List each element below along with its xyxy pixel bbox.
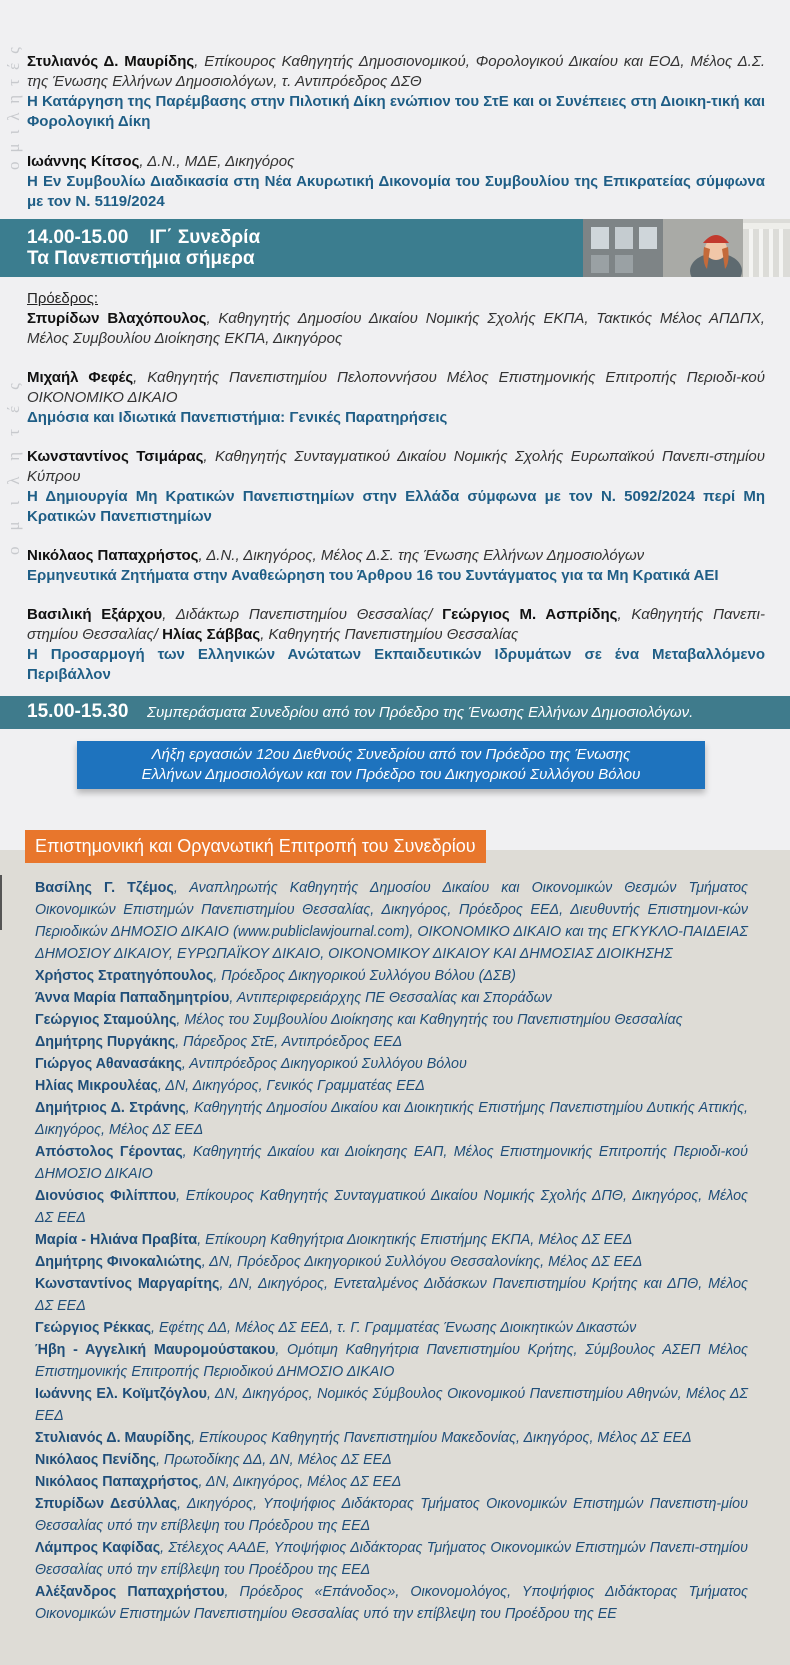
speaker-name: Ιωάννης Κίτσος <box>27 153 140 170</box>
speaker-entry <box>27 605 765 685</box>
speaker-entry <box>27 447 765 527</box>
member-affiliation: , ΔΝ, Δικηγόρος, Εντεταλμένος Διδάσκων Πανεπιστημίου Κρήτης και ΔΠΘ, Μέλος ΔΣ ΕΕΔ <box>35 1276 749 1314</box>
committee-member <box>35 877 748 965</box>
speaker-affiliation: , Καθηγητής Συνταγματικού Δικαίου Νομικής Σχολής Ευρωπαϊκού Πανεπι-στημίου Κύπρου <box>27 448 765 485</box>
committee-member <box>35 1383 748 1427</box>
member-name: Γιώργος Αθανασάκης <box>35 1056 182 1072</box>
member-affiliation: , Καθηγητής Δικαίου και Διοίκησης ΕΑΠ, Μέλος Επιστημονικής Επιτροπής Περιοδι-κού ΔΗΜΟΣΙΟ ΔΙΚΑΙΟ <box>35 1144 748 1182</box>
member-name: Δημήτρης Πυργάκης <box>35 1034 176 1050</box>
talk-title: Η Δημιουργία Μη Κρατικών Πανεπιστημίων στην Ελλάδα σύμφωνα με τον Ν. 5092/2024 περί Μη Κρατικών Πανεπιστημίων <box>27 488 765 525</box>
member-affiliation: , Αναπληρωτής Καθηγητής Δημοσίου Δικαίου και Οικονομικών Θεσμών Τμήματος Οικονομικών Επιστημών Πανεπιστημίου Θεσσαλίας, Δικηγόρος, Πρόεδρος ΕΕΔ, Διευθυντής Επιστημονι-κών Περιοδικών ΔΗΜΟΣΙΟ ΔΙΚΑΙΟ (www.publiclawjournal.com), ΟΙΚΟΝΟΜΙΚΟ ΔΙΚΑΙΟ και της ΕΓΚΥΚΛΟ-ΠΑΙΔΕΙΑΣ ΔΗΜΟΣΙΟΥ ΔΙΚΑΙΟΥ, ΕΥΡΩΠΑΪΚΟΥ ΔΙΚΑΙΟ, ΟΙΚΟΝΟΜΙΚΟΥ ΔΙΚΑΙΟΥ ΚΑΙ ΔΗΜΟΣΙΑΣ ΔΙΟΙΚΗΣΗΣ <box>35 880 748 962</box>
committee-list <box>35 877 748 1625</box>
conclusions-bar <box>0 696 790 729</box>
member-name: Διονύσιος Φιλίππου <box>35 1188 177 1204</box>
member-affiliation: , Πρωτοδίκης ΔΔ, ΔΝ, Μέλος ΔΣ ΕΕΔ <box>156 1452 392 1468</box>
member-affiliation: , Δικηγόρος, Υποψήφιος Διδάκτορας Τμήματος Οικονομικών Επιστημών Πανεπιστη-μίου Θεσσαλίας υπό την επίβλεψη του Πρόεδρου της ΕΕΔ <box>35 1496 748 1534</box>
presiding-label: Πρόεδρος: <box>27 290 99 307</box>
member-name: Λάμπρος Καφίδας <box>35 1540 161 1556</box>
committee-member <box>35 1075 748 1097</box>
member-affiliation: , Επίκουρος Καθηγητής Πανεπιστημίου Μακεδονίας, Δικηγόρος, Μέλος ΔΣ ΕΕΔ <box>191 1430 692 1446</box>
member-name: Στυλιανός Δ. Μαυρίδης <box>35 1430 192 1446</box>
speaker-name: Κωνσταντίνος Τσιμάρας <box>27 448 204 465</box>
session-header <box>0 219 790 277</box>
member-affiliation: , ΔΝ, Δικηγόρος, Μέλος ΔΣ ΕΕΔ <box>198 1474 402 1490</box>
member-name: Αλέξανδρος Παπαχρήστου <box>35 1584 225 1600</box>
member-name: Δημήτριος Δ. Στράνης <box>35 1100 186 1116</box>
speaker-affiliation: , Επίκουρος Καθηγητής Δημοσιονομικού, Φορολογικού Δικαίου και ΕΟΔ, Μέλος Δ.Σ. της Ένωσης Ελλήνων Δημοσιολόγων, τ. Αντιπρόεδρος ΔΣΘ <box>27 53 765 90</box>
conclusions-time: 15.00-15.30 <box>27 701 129 722</box>
member-name: Ηλίας Μικρουλέας <box>35 1078 158 1094</box>
member-affiliation: , Καθηγητής Δημοσίου Δικαίου και Διοικητικής Επιστήμης Πανεπιστημίου Δυτικής Αττικής, Δικηγόρος, Μέλος ΔΣ ΕΕΔ <box>35 1100 748 1138</box>
session-number: ΙΓ΄ Συνεδρία <box>149 227 261 248</box>
member-name: Κωνσταντίνος Μαργαρίτης <box>35 1276 220 1292</box>
speaker-affiliation: , Καθηγητής Πανεπιστημίου Πελοποννήσου Μέλος Επιστημονικής Επιτροπής Περιοδι-κού ΟΙΚΟΝΟΜΙΚΟ ΔΙΚΑΙΟ <box>27 369 765 406</box>
member-affiliation: , Πρόεδρος «Επάνοδος», Οικονομολόγος, Υποψήφιος Διδάκτορας Τμήματος Οικονομικών Επιστημών Πανεπιστημίου Θεσσαλίας υπό την επίβλεψη του Προέδρου της ΕΕ <box>35 1584 749 1622</box>
speaker-name: Στυλιανός Δ. Μαυρίδης <box>27 53 195 70</box>
session-header-text <box>27 227 260 269</box>
committee-member <box>35 1339 748 1383</box>
speaker-affiliation: , Δ.Ν., Δικηγόρος, Μέλος Δ.Σ. της Ένωσης Ελλήνων Δημοσιολόγων <box>198 547 645 564</box>
session-photo <box>583 219 790 277</box>
speaker-name: Ηλίας Σάββας <box>162 626 261 643</box>
session-time: 14.00-15.00 <box>27 227 129 248</box>
presiding-entry <box>27 309 765 349</box>
committee-member <box>35 1053 748 1075</box>
member-name: Χρήστος Στρατηγόπουλος <box>35 968 214 984</box>
session-panel <box>27 289 765 685</box>
committee-member <box>35 1493 748 1537</box>
divider <box>0 875 2 930</box>
closing-text: Λήξη εργασιών 12ου Διεθνούς Συνεδρίου από τον Πρόεδρο της Ένωσης Ελλήνων Δημοσιολόγων και τον Πρόεδρο του Δικηγορικού Συλλόγου Βόλου <box>141 746 641 783</box>
talk-title: Δημόσια και Ιδιωτικά Πανεπιστήμια: Γενικές Παρατηρήσεις <box>27 409 448 426</box>
top-panel <box>27 52 765 212</box>
committee-member <box>35 1317 748 1339</box>
speaker-affiliation: , Καθηγητής Δημοσίου Δικαίου Νομικής Σχολής ΕΚΠΑ, Τακτικός Μέλος ΑΠΔΠΧ, Μέλος Συμβουλίου Διοίκησης ΕΚΠΑ, Δικηγόρος <box>27 310 765 347</box>
member-name: Σπυρίδων Δεσύλλας <box>35 1496 178 1512</box>
vertical-label-top: ομιλητές <box>4 38 23 170</box>
member-affiliation: , ΔΝ, Πρόεδρος Δικηγορικού Συλλόγου Θεσσαλονίκης, Μέλος ΔΣ ΕΕΔ <box>201 1254 643 1270</box>
committee-member <box>35 1031 748 1053</box>
member-affiliation: , Στέλεχος ΑΑΔΕ, Υποψήφιος Διδάκτορας Τμήματος Οικονομικών Επιστημών Πανεπι-στημίου Θεσσαλίας υπό την επίβλεψη του Προέδρου της ΕΕΔ <box>35 1540 748 1578</box>
member-name: Δημήτρης Φινοκαλιώτης <box>35 1254 202 1270</box>
committee-title: Επιστημονική και Οργανωτική Επιτροπή του Συνεδρίου <box>25 830 486 863</box>
member-name: Νικόλαος Παπαχρήστος <box>35 1474 199 1490</box>
closing-notice <box>77 741 705 789</box>
talk-title: Ερμηνευτικά Ζητήματα στην Αναθεώρηση του Άρθρου 16 του Συντάγματος για τα Μη Κρατικά ΑΕΙ <box>27 567 719 584</box>
member-name: Απόστολος Γέροντας <box>35 1144 183 1160</box>
talk-title: Η Κατάργηση της Παρέμβασης στην Πιλοτική Δίκη ενώπιον του ΣτΕ και οι Συνέπειες στη Διοικη-τική και Φορολογική Δίκη <box>27 93 765 130</box>
university-photo-illustration <box>583 219 790 277</box>
committee-member <box>35 1229 748 1251</box>
speaker-name: Βασιλική Εξάρχου <box>27 606 163 623</box>
speaker-affiliation: , Καθηγητής Πανεπιστημίου Θεσσαλίας <box>260 626 519 643</box>
member-affiliation: , ΔΝ, Δικηγόρος, Νομικός Σύμβουλος Οικονομικού Πανεπιστημίου Αθηνών, Μέλος ΔΣ ΕΕΔ <box>35 1386 749 1424</box>
speaker-name: Σπυρίδων Βλαχόπουλος <box>27 310 207 327</box>
talk-title: Η Προσαρμογή των Ελληνικών Ανώτατων Εκπαιδευτικών Ιδρυμάτων σε ένα Μεταβαλλόμενο Περιβάλλον <box>27 646 765 683</box>
member-name: Ιωάννης Ελ. Κοϊμτζόγλου <box>35 1386 207 1402</box>
member-affiliation: , Επίκουρος Καθηγητής Συνταγματικού Δικαίου Νομικής Σχολής ΔΠΘ, Δικηγόρος, Μέλος ΔΣ ΕΕΔ <box>35 1188 748 1226</box>
conclusions-text: Συμπεράσματα Συνεδρίου από τον Πρόεδρο της Ένωσης Ελλήνων Δημοσιολόγων. <box>147 704 694 721</box>
speaker-name: Γεώργιος Μ. Ασπρίδης <box>442 606 618 623</box>
committee-member <box>35 965 748 987</box>
member-affiliation: , Εφέτης ΔΔ, Μέλος ΔΣ ΕΕΔ, τ. Γ. Γραμματέας Ένωσης Διοικητικών Δικαστών <box>151 1320 637 1336</box>
committee-member <box>35 1141 748 1185</box>
speaker-entry <box>27 52 765 132</box>
talk-title: Η Εν Συμβουλίω Διαδικασία στη Νέα Ακυρωτική Δικονομία του Συμβουλίου της Επικρατείας σύμφωνα με τον Ν. 5119/2024 <box>27 173 765 210</box>
member-affiliation: , Αντιπεριφερειάρχης ΠΕ Θεσσαλίας και Σποράδων <box>229 990 552 1006</box>
committee-member <box>35 987 748 1009</box>
member-name: Βασίλης Γ. Τζέμος <box>35 880 174 896</box>
committee-member <box>35 1471 748 1493</box>
speaker-affiliation: , Δ.Ν., ΜΔΕ, Δικηγόρος <box>139 153 295 170</box>
speaker-affiliation: , Διδάκτωρ Πανεπιστημίου Θεσσαλίας/ <box>162 606 443 623</box>
committee-member <box>35 1009 748 1031</box>
member-affiliation: , Πάρεδρος ΣτΕ, Αντιπρόεδρος ΕΕΔ <box>175 1034 403 1050</box>
speaker-entry <box>27 368 765 428</box>
session-title: Τα Πανεπιστήμια σήμερα <box>27 248 255 269</box>
speaker-entry <box>27 546 765 586</box>
member-affiliation: , Πρόεδρος Δικηγορικού Συλλόγου Βόλου (ΔΣΒ) <box>213 968 516 984</box>
member-name: Γεώργιος Ρέκκας <box>35 1320 152 1336</box>
speaker-entry <box>27 152 765 212</box>
member-affiliation: , Μέλος του Συμβουλίου Διοίκησης και Καθηγητής του Πανεπιστημίου Θεσσαλίας <box>176 1012 683 1028</box>
committee-member <box>35 1449 748 1471</box>
member-affiliation: , ΔΝ, Δικηγόρος, Γενικός Γραμματέας ΕΕΔ <box>157 1078 425 1094</box>
member-name: Ήβη - Αγγελική Μαυρομούστακου <box>35 1342 276 1358</box>
committee-member <box>35 1251 748 1273</box>
member-name: Μαρία - Ηλιάνα Πραβίτα <box>35 1232 198 1248</box>
committee-member <box>35 1273 748 1317</box>
member-affiliation: , Αντιπρόεδρος Δικηγορικού Συλλόγου Βόλου <box>181 1056 467 1072</box>
committee-member <box>35 1185 748 1229</box>
speaker-name: Νικόλαος Παπαχρήστος <box>27 547 199 564</box>
vertical-label-middle: ομιλητές <box>4 367 23 555</box>
committee-member <box>35 1581 748 1625</box>
member-name: Γεώργιος Σταμούλης <box>35 1012 177 1028</box>
speaker-affiliation: , Καθηγητής Πανεπι-στημίου Θεσσαλίας/ <box>27 606 765 643</box>
member-name: Νικόλαος Πενίδης <box>35 1452 157 1468</box>
committee-member <box>35 1427 748 1449</box>
member-name: Άννα Μαρία Παπαδημητρίου <box>35 990 230 1006</box>
speaker-name: Μιχαήλ Φεφές <box>27 369 134 386</box>
member-affiliation: , Επίκουρη Καθηγήτρια Διοικητικής Επιστήμης ΕΚΠΑ, Μέλος ΔΣ ΕΕΔ <box>197 1232 633 1248</box>
committee-member <box>35 1097 748 1141</box>
committee-member <box>35 1537 748 1581</box>
member-affiliation: , Ομότιμη Καθηγήτρια Πανεπιστημίου Κρήτης, Σύμβουλος ΑΣΕΠ Μέλος Επιστημονικής Επιτροπής Περιοδικού ΔΗΜΟΣΙΟ ΔΙΚΑΙΟ <box>35 1342 748 1380</box>
